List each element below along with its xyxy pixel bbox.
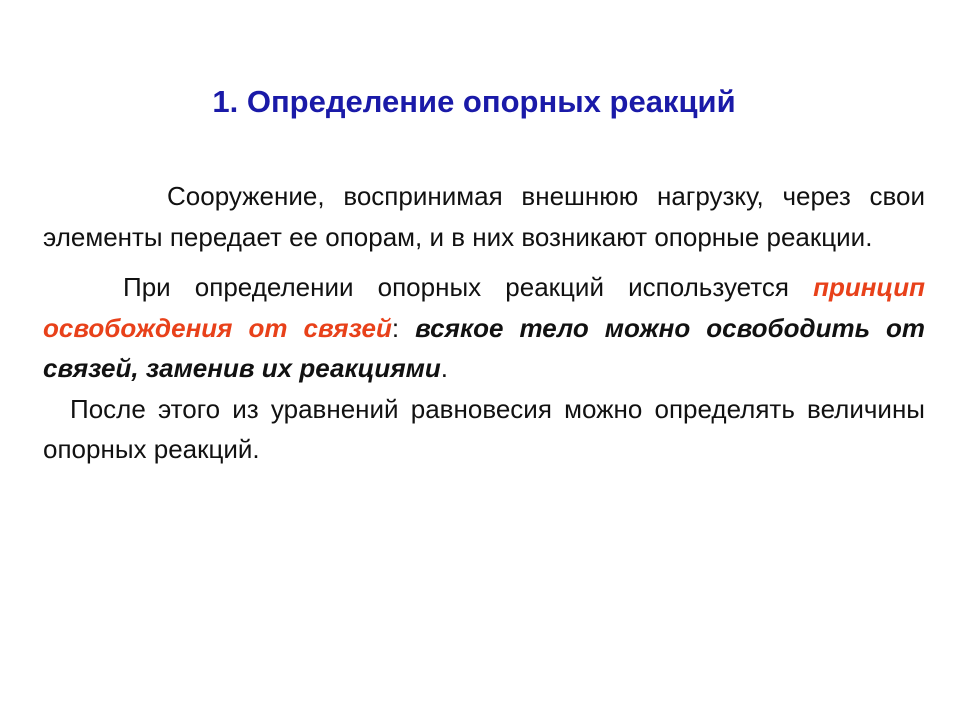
principle-intro-text: При определении опорных реакций используется (123, 272, 814, 302)
principle-name-highlight: принцип освобождения от связей (43, 272, 925, 343)
principle-colon: : (391, 312, 416, 343)
paragraph-principle (43, 267, 925, 389)
principle-period: . (440, 353, 448, 383)
slide-title: 1. Определение опорных реакций (212, 84, 736, 119)
paragraph-equilibrium: После этого из уравнений равновесия можно определять величины опорных реакций. (43, 393, 925, 464)
slide-body (43, 176, 925, 470)
principle-statement: всякое тело можно освободить от связей, заменив их реакциями (43, 312, 926, 383)
paragraph-structure-load: Сооружение, воспринимая внешнюю нагрузку, через свои элементы передает ее опорам, и в них возникают опорные реакции. (43, 181, 925, 252)
